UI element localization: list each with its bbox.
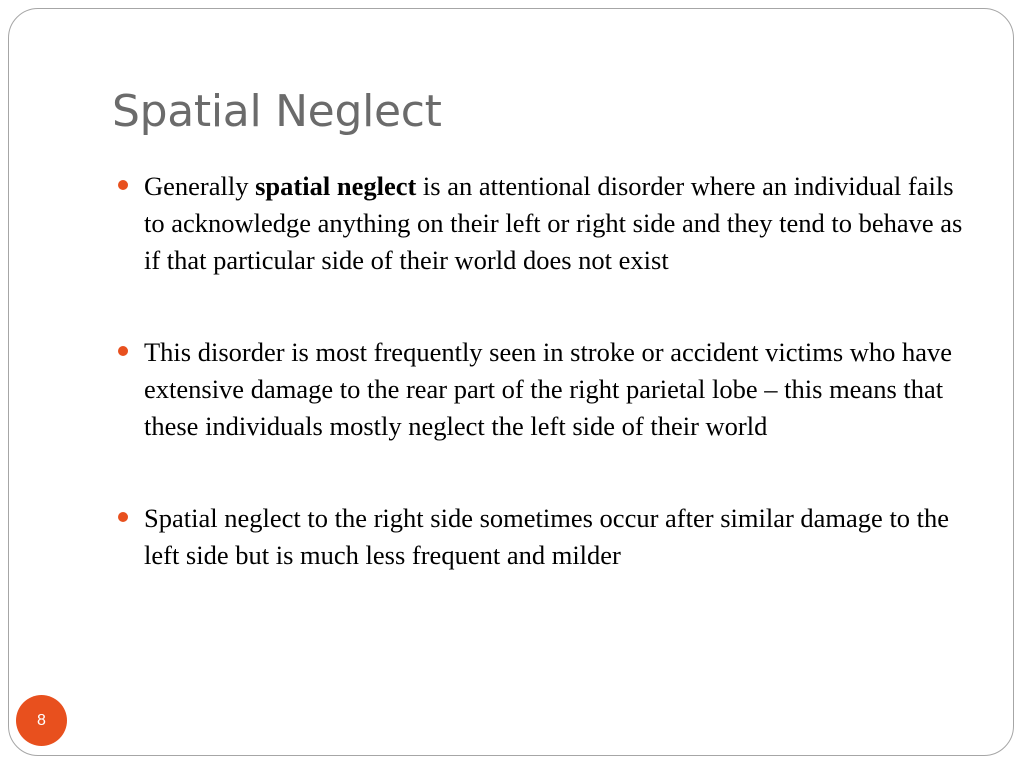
bullet-dot-icon — [118, 512, 128, 522]
bullet-dot-icon — [118, 346, 128, 356]
page-number-badge: 8 — [16, 695, 67, 746]
bullet-text: This disorder is most frequently seen in stroke or accident victims who have extensive damage to the rear part of the right parietal lobe – this means that these individuals mostly neglect the left side of their world — [144, 337, 953, 441]
bold-term: spatial neglect — [255, 171, 417, 201]
bullet-text: Spatial neglect to the right side sometimes occur after similar damage to the left side but is much less frequent and milder — [144, 503, 950, 570]
bullet-text-prefix: Generally — [144, 171, 256, 201]
bullet-item — [118, 334, 978, 445]
bullet-text-suffix: is an attentional disorder where an individual fails to acknowledge anything on their left or right side and they tend to behave as if that particular side of their world does not exist — [144, 171, 963, 275]
bullet-item — [118, 500, 978, 574]
bullet-item — [118, 168, 978, 279]
bullet-dot-icon — [118, 180, 128, 190]
slide-title: Spatial Neglect — [112, 86, 442, 137]
bullet-list — [118, 168, 978, 574]
